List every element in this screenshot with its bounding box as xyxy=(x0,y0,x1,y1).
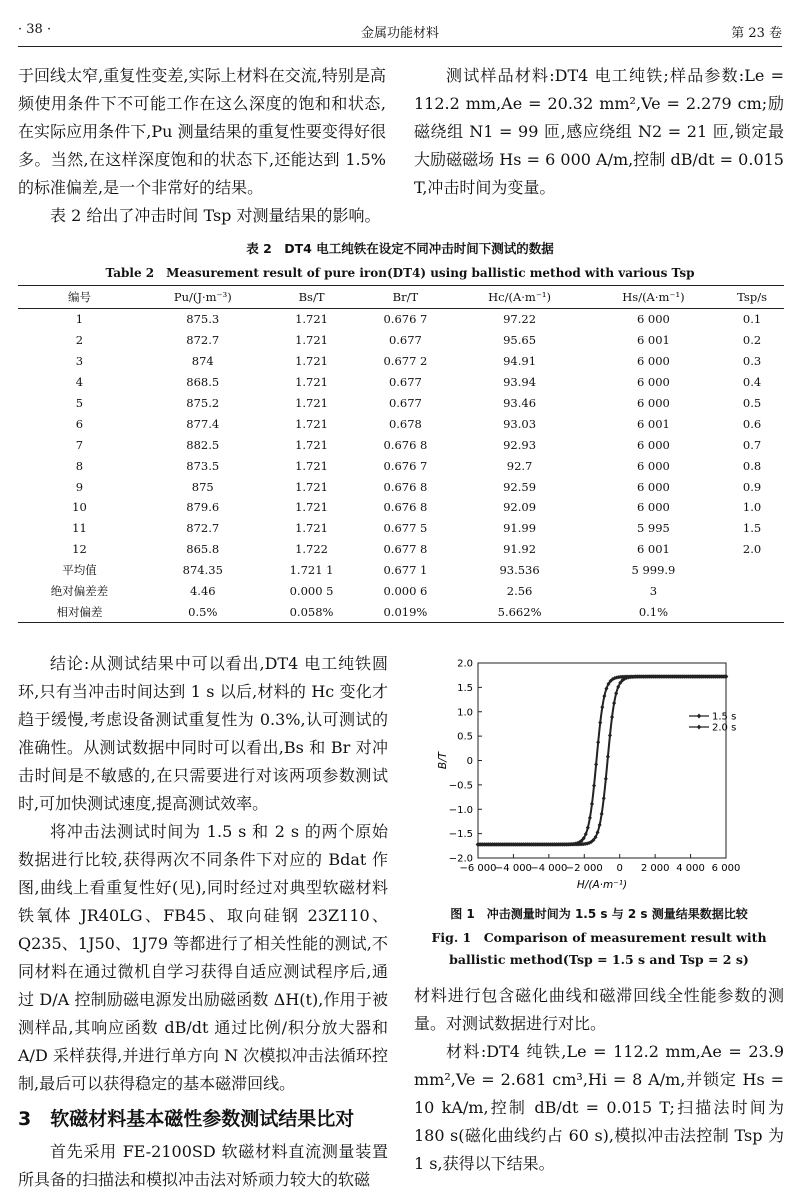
table-cell: 0.1% xyxy=(587,601,720,622)
left-column-bottom xyxy=(18,650,388,1194)
table-cell: 5 xyxy=(75,396,84,410)
series-curve xyxy=(478,677,726,845)
table-cell: 874.35 xyxy=(182,563,223,578)
table-cell: 10 xyxy=(72,500,87,515)
table-row xyxy=(18,413,784,434)
table-cell: 绝对偏差差 xyxy=(50,584,109,599)
table-row xyxy=(18,455,784,476)
table-cell: 92.09 xyxy=(503,500,537,515)
hysteresis-chart xyxy=(414,650,784,895)
table-caption-cn: 表 2 DT4 电工纯铁在设定不同冲击时间下测试的数据 xyxy=(246,241,554,256)
table-cell: 5 999.9 xyxy=(631,563,676,578)
plot-frame xyxy=(478,663,726,858)
table-cell: 6 000 xyxy=(636,437,670,452)
table-cell: 0.677 8 xyxy=(383,542,428,557)
table-cell: 0.000 6 xyxy=(383,584,428,599)
table-cell: 93.46 xyxy=(503,396,537,410)
table-cell: 0.3 xyxy=(742,354,762,369)
table-cell: 875.3 xyxy=(186,312,220,327)
table-cell: 8 xyxy=(75,458,84,473)
table-cell: 6 000 xyxy=(636,354,670,369)
table-row xyxy=(18,601,784,622)
table-row xyxy=(18,393,784,414)
table-cell: 6 000 xyxy=(636,479,670,494)
table-cell: 95.65 xyxy=(503,333,537,348)
table-row xyxy=(18,372,784,393)
table-cell: 0.677 1 xyxy=(383,563,428,578)
table-cell: 0.019% xyxy=(358,601,452,622)
y-tick-label: −1.0 xyxy=(448,804,473,816)
table-header-cell: 编号 xyxy=(18,286,141,309)
table-cell: 6 001 xyxy=(636,542,670,557)
table-cell: 1.721 1 xyxy=(289,563,334,578)
paragraph: 结论:从测试结果中可以看出,DT4 电工纯铁圆环,只有当冲击时间达到 1 s 以后,材料的 Hc 变化才趋于缓慢,考虑设备测试重复性为 0.3%,认可测试的准确性。从测试数据中同时可以看出,Bs 和 Br 对冲击时间是不敏感的,在只需要进行对该两项参数测试时,可加快测试速度,提高测试效率。 xyxy=(18,654,388,813)
header-rule xyxy=(18,46,782,47)
table-cell: 1.721 xyxy=(295,354,329,369)
table-header-row xyxy=(18,286,784,309)
table-cell: 1.721 xyxy=(295,333,329,348)
running-header xyxy=(18,22,782,42)
table-row xyxy=(18,309,784,330)
table-cell: 0.676 7 xyxy=(383,312,428,327)
table-cell: 868.5 xyxy=(186,375,220,390)
table-header-cell: Bs/T xyxy=(265,286,359,309)
table-header-cell: Hc/(A·m⁻¹) xyxy=(452,286,586,309)
table-cell xyxy=(720,601,784,622)
table-cell: 0.1 xyxy=(742,312,762,327)
y-tick-label: 0.5 xyxy=(457,731,473,743)
x-tick-label: −2 000 xyxy=(565,863,603,874)
table-cell: 0.676 8 xyxy=(383,500,428,515)
table-cell: 872.7 xyxy=(186,333,220,348)
table-row xyxy=(18,518,784,539)
table-row xyxy=(18,434,784,455)
table-cell: 0.678 xyxy=(388,416,422,431)
figure-caption-en-line1: Fig. 1 Comparison of measurement result with xyxy=(431,930,767,945)
y-axis-label: B/T xyxy=(437,751,449,770)
table-cell: 6 000 xyxy=(636,458,670,473)
table-cell: 11 xyxy=(72,521,87,536)
table-cell: 1 xyxy=(75,312,84,327)
table-cell: 1.721 xyxy=(295,396,329,410)
table-cell: 875 xyxy=(191,479,214,494)
paragraph: 将冲击法测试时间为 1.5 s 和 2 s 的两个原始数据进行比较,获得两次不同条件下对应的 Bdat 作图,曲线上看重复性好(见),同时经过对典型软磁材料铁氧体 JR40LG、FB45、取向硅钢 23Z110、Q235、1J50、1J79 等都进行了相关性能的测试,不同材料在通过微机自学习获得自适应测试程序后,通过 D/A 控制励磁电源发出励磁函数 ΔH(t),作用于被测样品,其响应函数 dB/dt 通过比例/积分放大器和 A/D 采样获得,并进行单方向 N 次模拟冲击法循环控制,最后可以获得稳定的基本磁滞回线。 xyxy=(18,822,388,1093)
y-tick-label: −2.0 xyxy=(448,853,473,865)
right-column-top xyxy=(414,62,784,202)
table-row xyxy=(18,351,784,372)
x-tick-label: −4 000 xyxy=(530,863,568,874)
table-cell: 1.0 xyxy=(742,500,762,515)
table-cell: 93.94 xyxy=(503,375,537,390)
legend-marker xyxy=(697,725,701,730)
table-header-cell: Tsp/s xyxy=(720,286,784,309)
table-cell: 1.721 xyxy=(295,375,329,390)
table-row xyxy=(18,539,784,560)
y-tick-label: 1.5 xyxy=(457,682,473,694)
figure-caption-cn: 图 1 冲击测量时间为 1.5 s 与 2 s 测量结果数据比较 xyxy=(450,907,748,921)
table-cell: 平均值 xyxy=(62,563,97,578)
volume-label: 第 23 卷 xyxy=(731,26,782,41)
legend-marker xyxy=(697,714,701,719)
table-cell: 97.22 xyxy=(503,312,537,327)
table-cell: 93.03 xyxy=(503,416,537,431)
table-cell: 0.676 7 xyxy=(383,458,428,473)
table-cell: 4 xyxy=(75,375,84,390)
table-cell: 1.5 xyxy=(742,521,762,536)
table-cell: 879.6 xyxy=(186,500,220,515)
table-cell: 6 000 xyxy=(636,396,670,410)
table-cell: 6 000 xyxy=(636,375,670,390)
table-cell: 0.9 xyxy=(742,479,762,494)
table-cell: 1.721 xyxy=(295,416,329,431)
x-tick-label: −4 000 xyxy=(494,863,532,874)
paragraph: 材料进行包含磁化曲线和磁滞回线全性能参数的测量。对测试数据进行对比。 xyxy=(414,986,784,1033)
table-header-cell: Hs/(A·m⁻¹) xyxy=(587,286,720,309)
table-cell: 相对偏差 xyxy=(18,601,141,622)
table-cell: 0.676 8 xyxy=(383,437,428,452)
table-cell: 3 xyxy=(649,584,658,599)
table-cell: 0.058% xyxy=(265,601,359,622)
table-cell: 2 xyxy=(75,333,84,348)
table-header-cell: Br/T xyxy=(358,286,452,309)
table-cell: 6 000 xyxy=(636,312,670,327)
table-row xyxy=(18,476,784,497)
table-cell: 0.000 5 xyxy=(289,584,334,599)
journal-name: 金属功能材料 xyxy=(360,26,439,41)
table-cell: 92.59 xyxy=(503,479,537,494)
x-tick-label: −6 000 xyxy=(459,863,497,874)
table-cell: 6 001 xyxy=(636,416,670,431)
table-cell: 7 xyxy=(75,437,84,452)
table-row xyxy=(18,497,784,518)
table-cell: 875.2 xyxy=(186,396,220,410)
table-cell: 874 xyxy=(191,354,214,369)
paragraph: 首先采用 FE-2100SD 软磁材料直流测量装置所具备的扫描法和模拟冲击法对矫顽力较大的软磁 xyxy=(18,1142,388,1189)
table-row xyxy=(18,560,784,581)
table-cell: 0.677 xyxy=(388,396,422,410)
table-cell: 865.8 xyxy=(186,542,220,557)
table-cell xyxy=(720,581,784,602)
table-cell: 0.677 xyxy=(388,333,422,348)
table-cell: 1.722 xyxy=(295,542,329,557)
legend-label: 1.5 s xyxy=(712,711,737,723)
figure-caption-en-line2: ballistic method(Tsp = 1.5 s and Tsp = 2 s) xyxy=(449,952,749,967)
table-cell: 91.92 xyxy=(503,542,537,557)
x-tick-label: 6 000 xyxy=(711,863,741,874)
section-heading: 3 软磁材料基本磁性参数测试结果比对 xyxy=(18,1108,355,1130)
legend-label: 2.0 s xyxy=(712,722,737,734)
table-cell: 2.56 xyxy=(506,584,533,599)
x-tick-label: 2 000 xyxy=(640,863,670,874)
table-cell: 0.8 xyxy=(742,458,762,473)
paragraph: 表 2 给出了冲击时间 Tsp 对测量结果的影响。 xyxy=(50,206,381,225)
paragraph: 材料:DT4 纯铁,Le = 112.2 mm,Ae = 23.9 mm²,Ve = 2.681 cm³,Hi = 8 A/m,并锁定 Hs = 10 kA/m,控制 dB/dt = 0.015 T;扫描法时间为 180 s(磁化曲线约占 60 s),模拟冲击法控制 Tsp 为 1 s,获得以下结果。 xyxy=(414,1042,784,1173)
table-cell: 92.7 xyxy=(506,458,533,473)
table-cell: 0.4 xyxy=(742,375,762,390)
table-cell: 0.2 xyxy=(742,333,762,348)
right-column-bottom xyxy=(414,982,784,1178)
table-cell: 0.677 2 xyxy=(383,354,428,369)
y-tick-label: −0.5 xyxy=(448,780,473,792)
table-cell: 91.99 xyxy=(503,521,537,536)
table-cell: 1.721 xyxy=(295,479,329,494)
table-cell: 5 995 xyxy=(636,521,670,536)
x-axis-label: H/(A·m⁻¹) xyxy=(576,879,628,891)
table-cell: 0.676 8 xyxy=(383,479,428,494)
figure-1 xyxy=(414,650,784,899)
table-cell: 92.93 xyxy=(503,437,537,452)
table-row xyxy=(18,581,784,602)
table-cell: 94.91 xyxy=(503,354,537,369)
table-cell: 2.0 xyxy=(742,542,762,557)
y-tick-label: 2.0 xyxy=(457,658,473,670)
table-cell: 12 xyxy=(72,542,87,557)
table-cell: 6 xyxy=(75,416,84,431)
table-cell: 0.5% xyxy=(141,601,265,622)
table-cell: 9 xyxy=(75,479,84,494)
table-cell: 0.5 xyxy=(742,396,762,410)
table-cell: 1.721 xyxy=(295,521,329,536)
y-tick-label: −1.5 xyxy=(448,829,473,841)
paragraph: 测试样品材料:DT4 电工纯铁;样品参数:Le = 112.2 mm,Ae = 20.32 mm²,Ve = 2.279 cm;励磁绕组 N1 = 99 匝,感应绕组 N2 = 21 匝,锁定最大励磁磁场 Hs = 6 000 A/m,控制 dB/dt = 0.015 T,冲击时间为变量。 xyxy=(414,66,784,197)
table-cell: 4.46 xyxy=(189,584,216,599)
table-cell: 0.7 xyxy=(742,437,762,452)
x-tick-label: 4 000 xyxy=(676,863,705,874)
page-number: · 38 · xyxy=(18,22,52,37)
table-cell: 872.7 xyxy=(186,521,220,536)
table-cell: 1.721 xyxy=(295,500,329,515)
table-cell: 93.536 xyxy=(499,563,540,578)
table-cell: 1.721 xyxy=(295,312,329,327)
data-table xyxy=(18,285,784,623)
table-cell: 877.4 xyxy=(186,416,220,431)
series-curve xyxy=(478,677,726,845)
table-cell xyxy=(720,560,784,581)
table-cell: 873.5 xyxy=(186,458,220,473)
table-cell: 0.6 xyxy=(742,416,762,431)
table-row xyxy=(18,330,784,351)
table-cell: 3 xyxy=(75,354,84,369)
left-column-top xyxy=(18,62,386,230)
table-caption-en: Table 2 Measurement result of pure iron(DT4) using ballistic method with various Tsp xyxy=(105,266,695,280)
paragraph: 于回线太窄,重复性变差,实际上材料在交流,特别是高频使用条件下不可能工作在这么深度的饱和和状态,在实际应用条件下,Pu 测量结果的重复性要变得好很多。当然,在这样深度饱和的状态下,还能达到 1.5% 的标准偏差,是一个非常好的结果。 xyxy=(18,66,386,197)
table-cell: 0.677 5 xyxy=(383,521,428,536)
table-header-cell: Pu/(J·m⁻³) xyxy=(141,286,265,309)
table-cell: 5.662% xyxy=(452,601,586,622)
table-cell: 0.677 xyxy=(388,375,422,390)
table-cell: 6 000 xyxy=(636,500,670,515)
table-cell: 1.721 xyxy=(295,437,329,452)
figure-caption-en xyxy=(414,927,784,971)
y-tick-label: 0 xyxy=(466,756,473,767)
table-cell: 1.721 xyxy=(295,458,329,473)
table-cell: 6 001 xyxy=(636,333,670,348)
y-tick-label: 1.0 xyxy=(457,707,473,719)
x-tick-label: 0 xyxy=(616,863,623,874)
table-cell: 882.5 xyxy=(186,437,220,452)
